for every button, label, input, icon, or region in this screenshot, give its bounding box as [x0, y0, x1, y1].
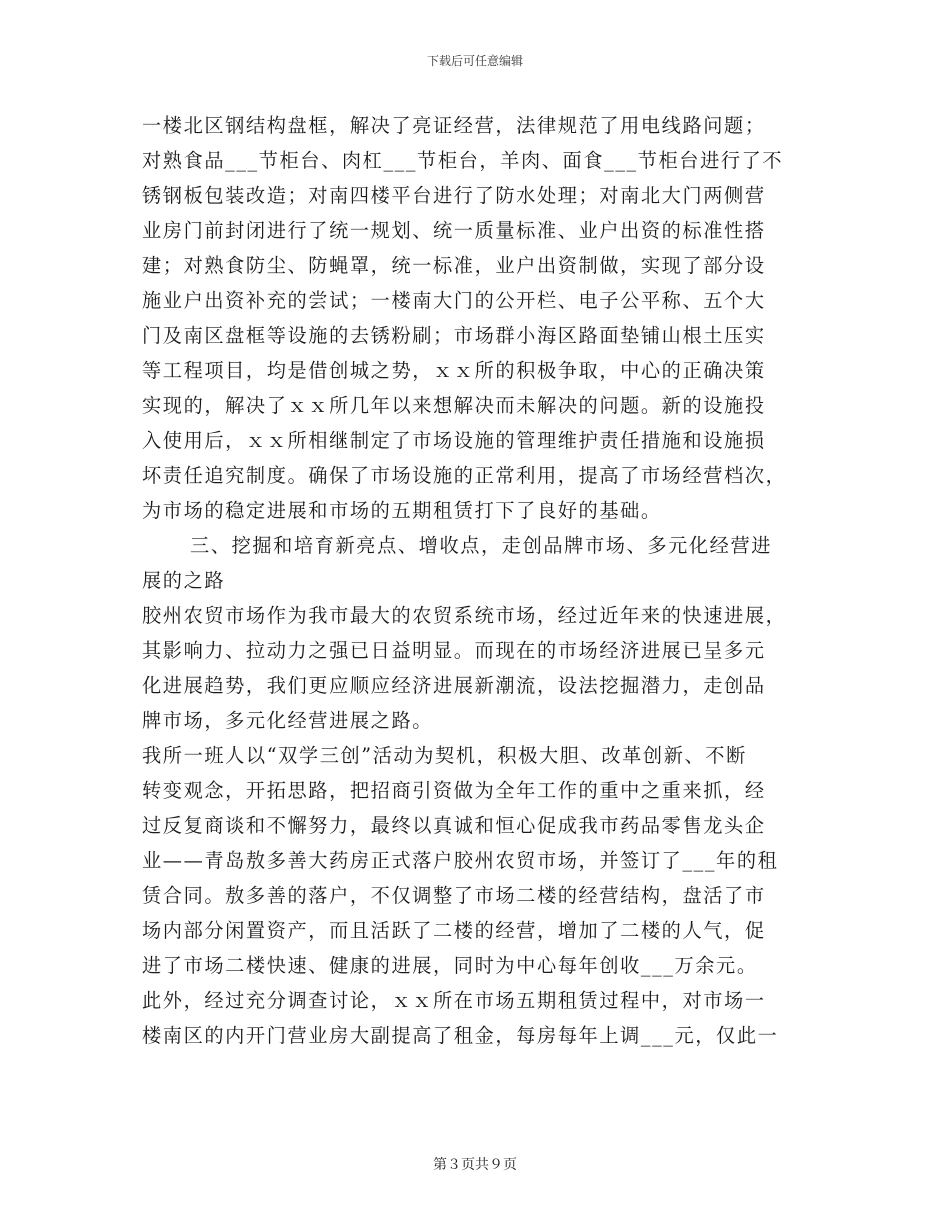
text-line: 等工程项目，均是借创城之势，ｘｘ所的积极争取，中心的正确决策 [142, 359, 766, 382]
text-line: 施业户出资补充的尝试；一楼南大门的公开栏、电子公平称、五个大 [142, 289, 766, 312]
text-line: 赁合同。敖多善的落户，不仅调整了市场二楼的经营结构，盘活了市 [142, 884, 766, 907]
text-line: 楼南区的内开门营业房大副提高了租金，每房每年上调___元，仅此一 [142, 1024, 779, 1047]
text-line: 入使用后，ｘｘ所相继制定了市场设施的管理维护责任措施和设施损 [142, 429, 766, 452]
text-line: 业——青岛敖多善大药房正式落户胶州农贸市场，并签订了___年的租 [142, 849, 779, 872]
text-line: 场内部分闲置资产，而且活跃了二楼的经营，增加了二楼的人气，促 [142, 919, 766, 942]
document-body [142, 108, 810, 1053]
page-footer: 第３页共９页 [433, 1157, 517, 1173]
text-line: 实现的，解决了ｘｘ所几年以来想解决而未解决的问题。新的设施投 [142, 394, 766, 417]
text-line: 化进展趋势，我们更应顺应经济进展新潮流，设法挖掘潜力，走创品 [142, 674, 766, 697]
text-line: 为市场的稳定进展和市场的五期租赁打下了良好的基础。 [142, 499, 662, 522]
text-line: 门及南区盘框等设施的去锈粉刷；市场群小海区路面垫铺山根土压实 [142, 324, 766, 347]
text-line: 其影响力、拉动力之强已日益明显。而现在的市场经济进展已呈多元 [142, 639, 766, 662]
text-line: 牌市场，多元化经营进展之路。 [142, 709, 434, 732]
section-heading-continued: 展的之路 [142, 569, 226, 592]
text-line: 我所一班人以“双学三创”活动为契机，积极大胆、改革创新、不断 [142, 744, 747, 767]
section-heading: 三、挖掘和培育新亮点、增收点，走创品牌市场、多元化经营进 [190, 534, 773, 557]
page-header: 下载后可任意编辑 [426, 54, 523, 68]
text-line: 此外，经过充分调查讨论，ｘｘ所在市场五期租赁过程中，对市场一 [142, 989, 766, 1012]
text-line: 锈钢板包装改造；对南四楼平台进行了防水处理；对南北大门两侧营 [142, 184, 766, 207]
text-line: 胶州农贸市场作为我市最大的农贸系统市场，经过近年来的快速进展， [142, 604, 787, 627]
text-line: 业房门前封闭进行了统一规划、统一质量标准、业户出资的标准性搭 [142, 219, 766, 242]
text-line: 过反复商谈和不懈努力，最终以真诚和恒心促成我市药品零售龙头企 [142, 814, 766, 837]
text-line: 对熟食品___节柜台、肉杠___节柜台，羊肉、面食___节柜台进行了不 [142, 149, 784, 172]
text-line: 一楼北区钢结构盘框，解决了亮证经营，法律规范了用电线路问题； [142, 114, 766, 137]
text-line: 转变观念，开拓思路，把招商引资做为全年工作的重中之重来抓，经 [142, 779, 766, 802]
text-line: 建；对熟食防尘、防蝇罩，统一标准，业户出资制做，实现了部分设 [142, 254, 766, 277]
text-line: 坏责任追究制度。确保了市场设施的正常利用，提高了市场经营档次， [142, 464, 787, 487]
text-line: 进了市场二楼快速、健康的进展，同时为中心每年创收___万余元。 [142, 954, 758, 977]
